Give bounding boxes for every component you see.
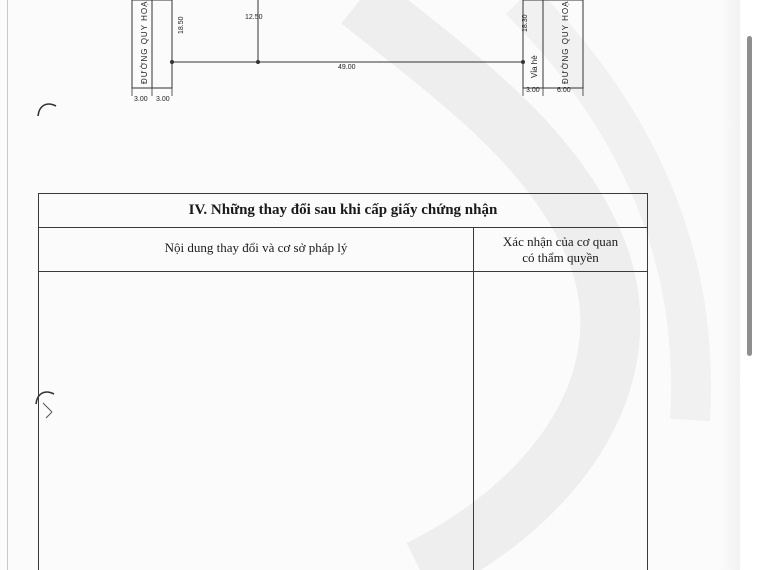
column-divider [473,272,474,570]
column-header-confirmation [473,228,647,272]
column-header-content [39,228,473,272]
right-road-label: ĐƯỜNG QUY HOẠ [561,0,570,84]
left-road-label: ĐƯỜNG QUY HOẠ [140,0,149,84]
column-header-confirmation-line1: Xác nhận của cơ quan [502,234,619,249]
dim-top-width: 12.50 [245,14,263,21]
sidewalk-label: Vỉa hè [530,55,539,78]
dim-right-road-2: 6.00 [557,87,571,94]
land-plot-diagram [0,0,740,110]
dim-bottom-width: 49.00 [338,64,356,71]
punch-hole-mark [36,98,58,120]
section-title: IV. Những thay đổi sau khi cấp giấy chứng nhận [39,194,647,228]
changes-table [38,193,648,570]
dim-left-road-1: 3.00 [134,96,148,103]
scrollbar-thumb[interactable] [747,36,752,356]
dim-left-height: 18.50 [178,16,185,34]
column-header-confirmation-line2: có thẩm quyền [522,250,599,265]
column-header-content-label: Nội dung thay đổi và cơ sở pháp lý [164,240,348,255]
dim-right-road-1: 3.00 [526,87,540,94]
dim-right-height: 18.30 [522,14,529,32]
dim-left-road-2: 3.00 [156,96,170,103]
